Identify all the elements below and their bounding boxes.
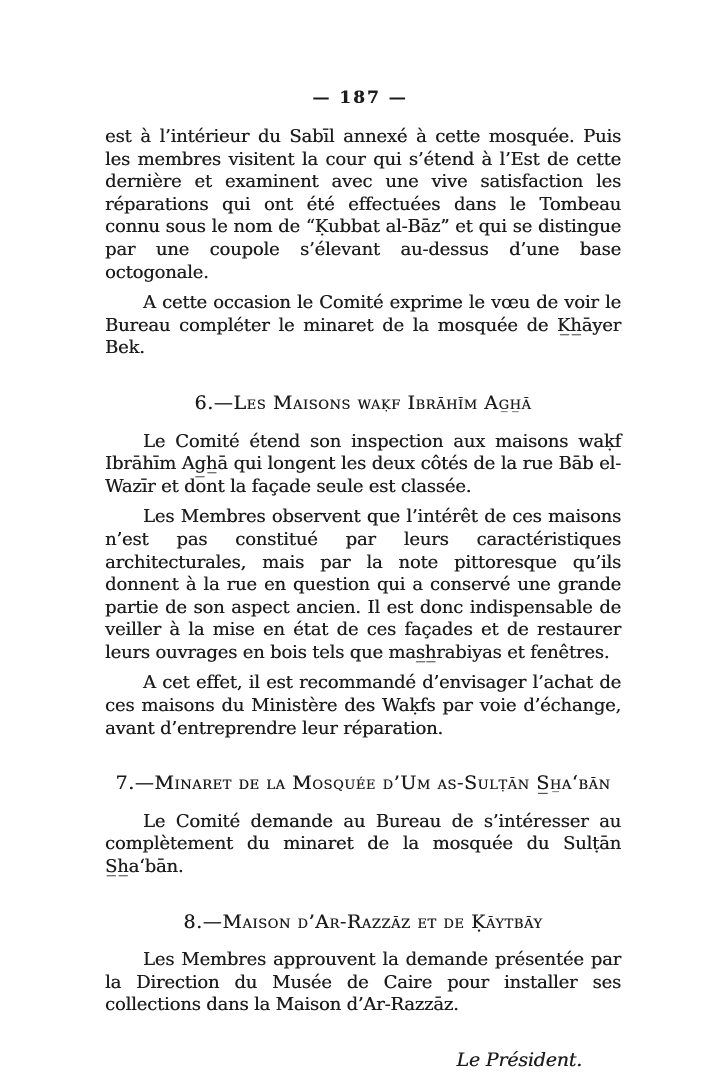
section-7-paragraph-1: Le Comité demande au Bureau de s’intéresser au complètement du minaret de la mosquée du Sulṭān S̲h̲a‘bān.	[105, 810, 621, 878]
section-6-heading: 6.—Les Maisons waḳf Ibrāhīm Ag̲h̲ā	[194, 391, 532, 414]
section-6-paragraph-2: Les Membres observent que l’intérêt de ces maisons n’est pas constitué par leurs caractéristiques architecturales, mais par la note pittoresque qu’ils donnent à la rue en question qui a conservé une grande partie de son aspect ancien. Il est donc indispensable de veiller à la mise en état de ces façades et de restaurer leurs ouvrages en bois tels que mas̲h̲rabiyas et fenêtres.	[105, 506, 621, 663]
signature-le-president: Le Président.	[456, 1049, 582, 1071]
section-6-paragraph-1: Le Comité étend son inspection aux maisons waḳf Ibrāhīm Ag̲h̲ā qui longent les deux côtés de la rue Bāb el-Wazīr et dont la façade seule est classée.	[105, 430, 621, 497]
page-content	[105, 126, 621, 1072]
khayer-paragraph: A cette occasion le Comité exprime le vœu de voir le Bureau compléter le minaret de la mosquée de K̲h̲āyer Bek.	[105, 292, 621, 359]
section-7-heading: 7.—Minaret de la Mosquée d’Um as-Sulṭān S̲h̲a‘bān	[115, 772, 611, 795]
continuation-paragraph: est à l’intérieur du Sabīl annexé à cette mosquée. Puis les membres visitent la cour qui s’étend à l’Est de cette dernière et examinent avec une vive satisfaction les réparations qui ont été effectuées dans le Tombeau connu sous le nom de “Ḳubbat al-Bāz” et qui se distingue par une coupole s’élevant au-dessus d’une base octogonale.	[105, 126, 621, 283]
section-8-paragraph-1: Les Membres approuvent la demande présentée par la Direction du Musée de Caire pour installer ses collections dans la Maison d’Ar-Razzāz.	[105, 949, 621, 1016]
page-number: — 187 —	[312, 88, 408, 108]
section-8-heading: 8.—Maison d’Ar-Razzāz et de Ḳāytbāy	[183, 910, 543, 933]
section-6-paragraph-3: A cet effet, il est recommandé d’envisager l’achat de ces maisons du Ministère des Waḳfs par voie d’échange, avant d’entreprendre leur réparation.	[105, 672, 621, 739]
